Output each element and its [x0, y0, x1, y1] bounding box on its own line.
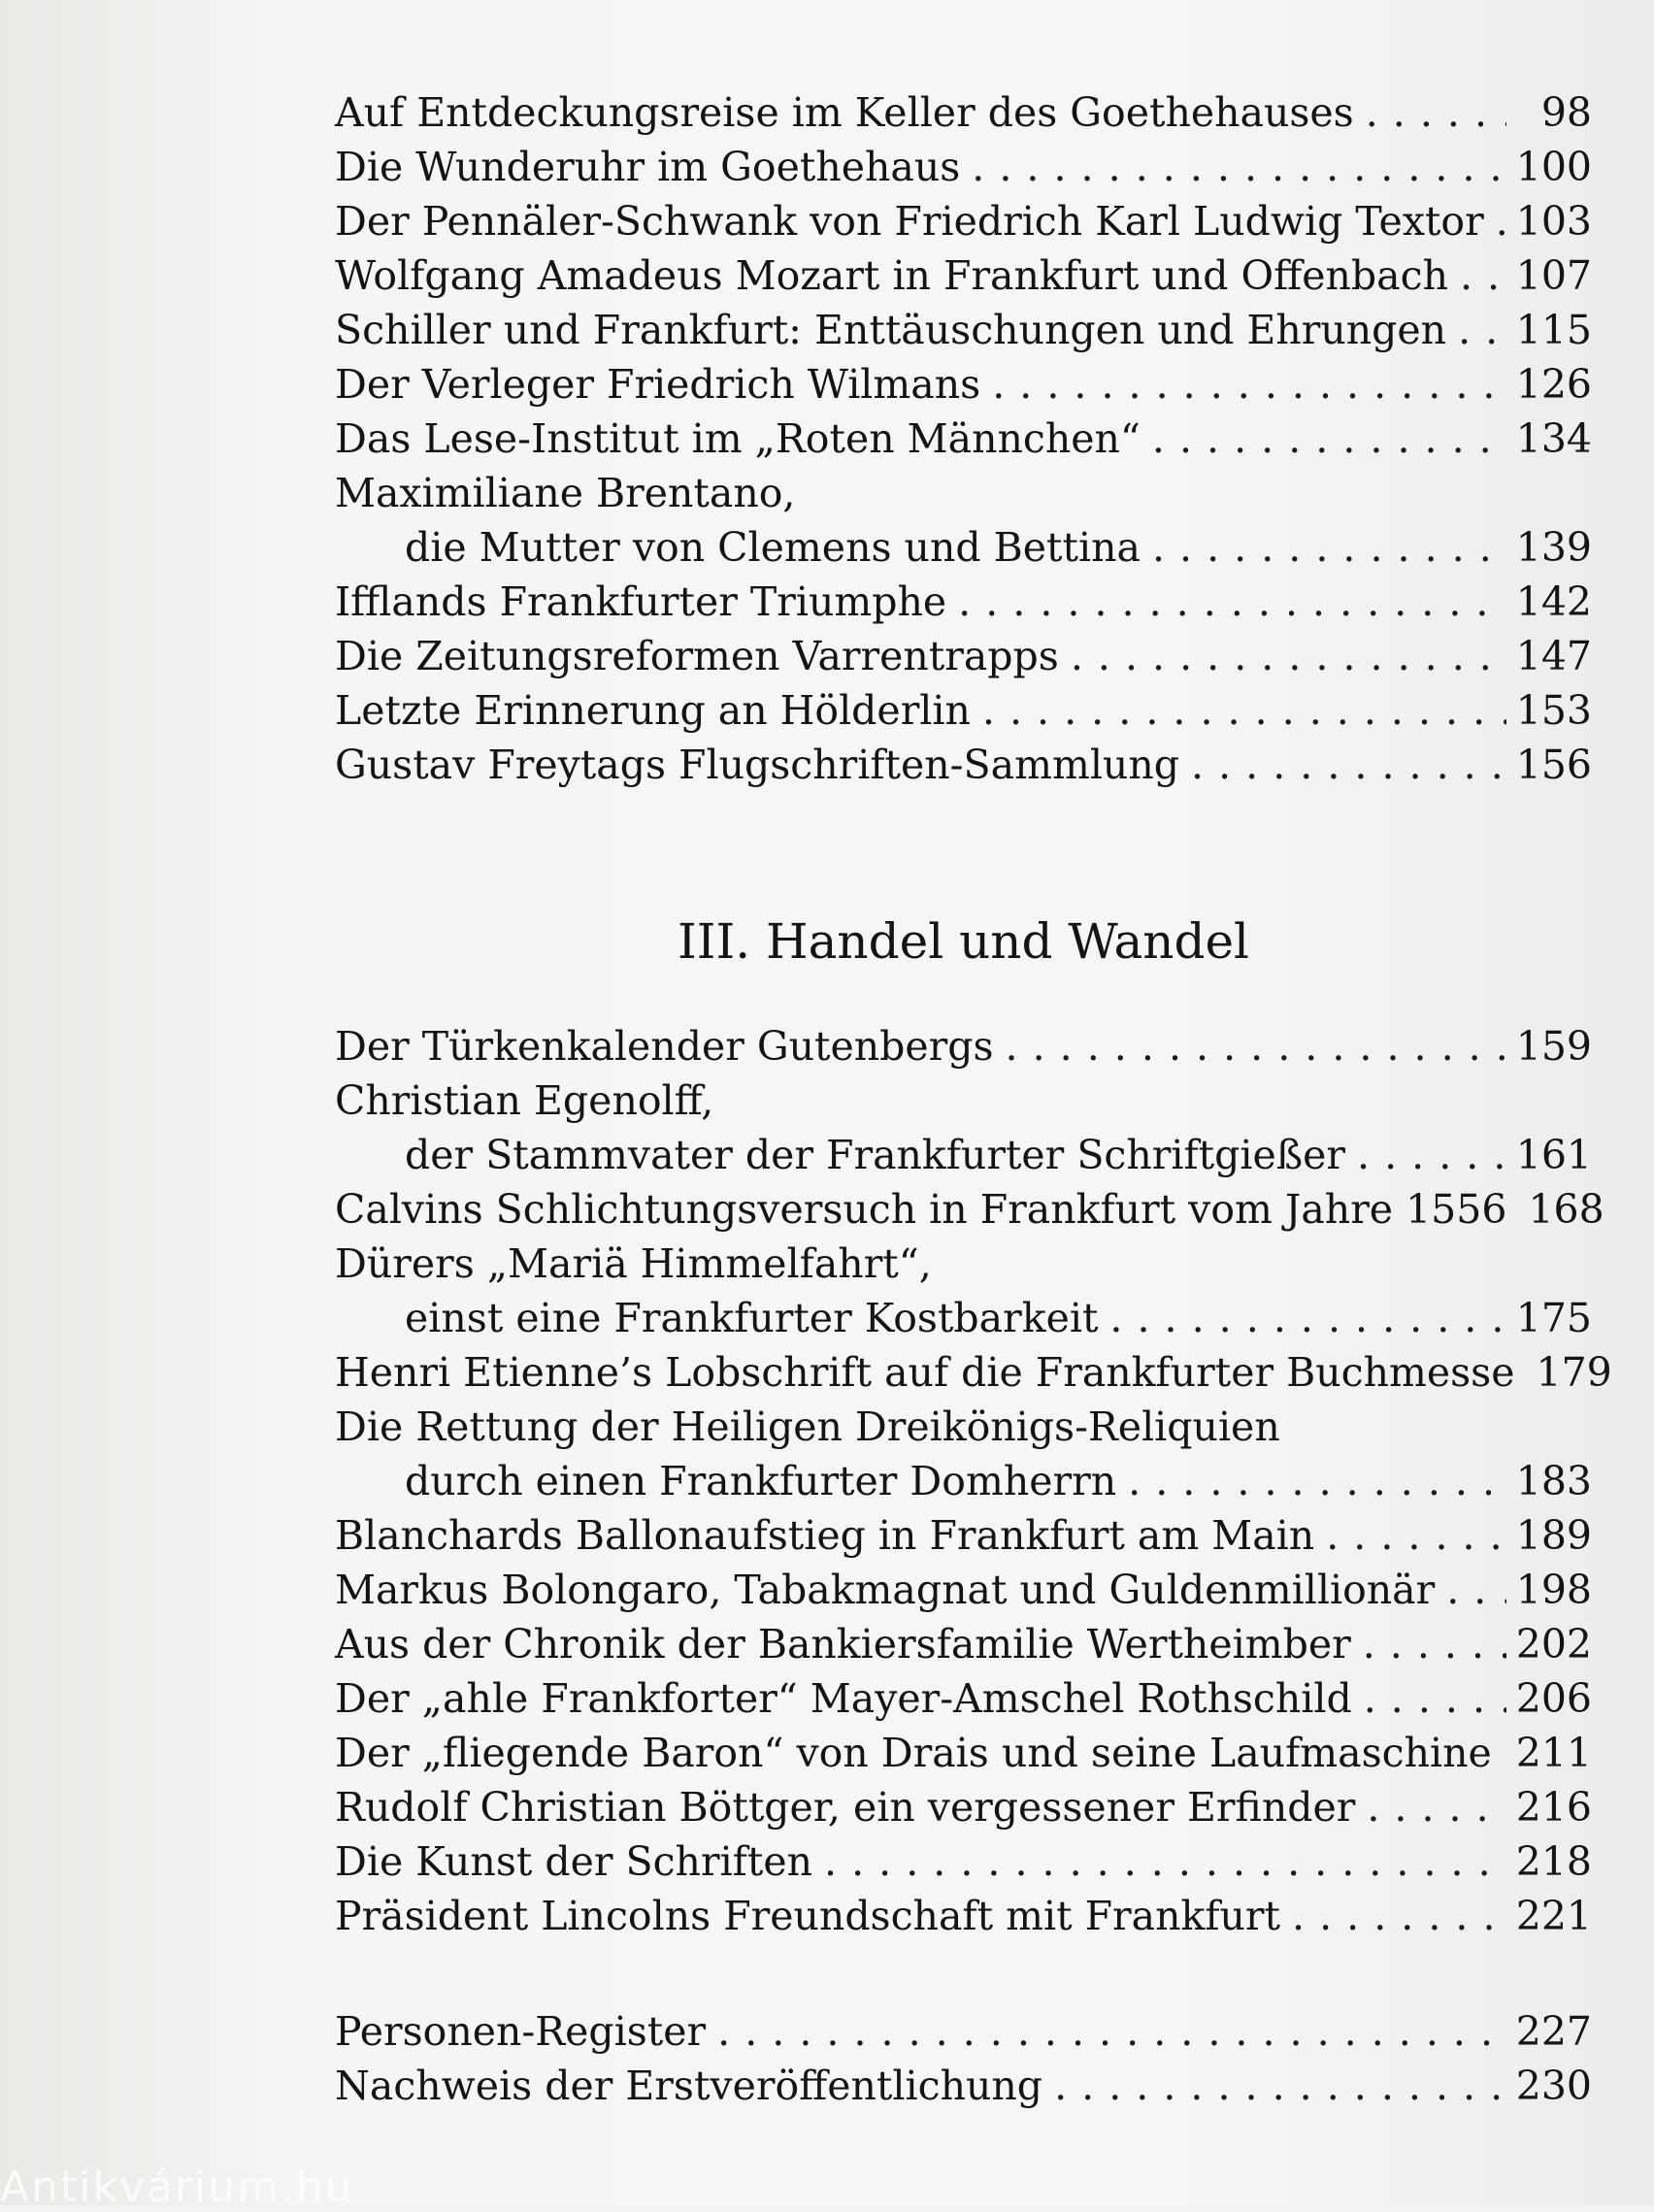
toc-entry [335, 1563, 1592, 1617]
toc-entry-page: 168 [1528, 1186, 1604, 1233]
toc-entry-title: Christian Egenolff, [335, 1077, 714, 1124]
toc-entry-page: 159 [1515, 1023, 1592, 1070]
toc-entry-title: Markus Bolongaro, Tabakmagnat und Guldenmillionär [335, 1567, 1436, 1613]
toc-entry [335, 629, 1592, 683]
toc-entry-title: Der Verleger Friedrich Wilmans [335, 361, 981, 408]
toc-entry [335, 1780, 1592, 1834]
toc-entry [335, 303, 1592, 357]
toc-entry-page: 107 [1515, 252, 1592, 299]
toc-entry [335, 248, 1592, 303]
toc-entry [335, 1019, 1592, 1073]
dot-leader [1367, 1780, 1505, 1834]
toc-entry-title: Henri Etienne’s Lobschrift auf die Frankfurter Buchmesse [335, 1349, 1515, 1396]
toc-entry-page: 179 [1536, 1349, 1612, 1396]
dot-leader [717, 2004, 1506, 2059]
dot-leader [1109, 1291, 1505, 1345]
dot-leader [1363, 1617, 1506, 1671]
toc-entry-title: Die Kunst der Schriften [335, 1838, 812, 1885]
dot-leader [982, 683, 1506, 738]
dot-leader [1446, 1563, 1506, 1617]
toc-entry-title: Schiller und Frankfurt: Enttäuschungen und Ehrungen [335, 307, 1447, 353]
toc-entry-page: 227 [1515, 2008, 1592, 2055]
toc-entry-title: Gustav Freytags Flugschriften-Sammlung [335, 742, 1179, 788]
toc-entry-first-line [335, 1400, 1592, 1454]
toc-entry [335, 1726, 1592, 1780]
toc-entry-first-line [335, 466, 1592, 520]
toc-entry [335, 85, 1592, 140]
toc-entry-subtitle: einst eine Frankfurter Kostbarkeit [405, 1295, 1099, 1341]
toc-entry-page: 156 [1515, 742, 1592, 788]
toc-entry-title: Wolfgang Amadeus Mozart in Frankfurt und Offenbach [335, 252, 1448, 299]
toc-entry [335, 575, 1592, 629]
toc-entry [335, 738, 1592, 792]
toc-entry [335, 1889, 1592, 1943]
toc-entry-title: Die Zeitungsreformen Varrentrapps [335, 633, 1059, 679]
toc-entry-page: 147 [1515, 633, 1592, 679]
toc-entry-title: Aus der Chronik der Bankiersfamilie Wertheimber [335, 1621, 1351, 1667]
toc-entry-title: Die Rettung der Heiligen Dreikönigs-Reliquien [335, 1403, 1280, 1450]
toc-entry-title: Nachweis der Erstveröffentlichung [335, 2063, 1043, 2109]
toc-entry-page: 175 [1515, 1295, 1592, 1341]
toc-entry-title: Präsident Lincolns Freundschaft mit Frankfurt [335, 1893, 1280, 1939]
toc-entry [335, 140, 1592, 194]
dot-leader [1366, 85, 1506, 140]
toc-entry-page: 142 [1515, 578, 1592, 625]
dot-leader [824, 1834, 1506, 1889]
dot-leader [1458, 303, 1506, 357]
toc-entry [335, 1345, 1612, 1400]
toc-entry [335, 520, 1592, 575]
dot-leader [992, 357, 1506, 412]
toc-entry-page: 139 [1515, 524, 1592, 571]
toc-entry-title: Der „ahle Frankforter“ Mayer-Amschel Rothschild [335, 1675, 1352, 1722]
toc-entry [335, 1454, 1592, 1508]
toc-entry-title: Der Pennäler-Schwank von Friedrich Karl Ludwig Textor [335, 198, 1484, 245]
toc-entry-subtitle: die Mutter von Clemens und Bettina [405, 524, 1141, 571]
toc-part-3 [335, 1019, 1612, 1943]
toc-entry-page: 206 [1515, 1675, 1592, 1722]
toc-entry-title: Die Wunderuhr im Goethehaus [335, 144, 961, 190]
toc-entry-page: 202 [1515, 1621, 1592, 1667]
toc-entry [335, 2004, 1592, 2059]
toc-entry-title: Dürers „Mariä Himmelfahrt“, [335, 1240, 932, 1287]
dot-leader [1496, 194, 1506, 248]
dot-leader [1292, 1889, 1506, 1943]
toc-entry [335, 1834, 1592, 1889]
dot-leader [1152, 520, 1506, 575]
toc-entry-subtitle: der Stammvater der Frankfurter Schriftgießer [405, 1132, 1346, 1178]
toc-entry-page: 153 [1515, 687, 1592, 734]
toc-entry-page: 230 [1515, 2063, 1592, 2109]
toc-entry-first-line [335, 1237, 1592, 1291]
toc-entry-subtitle: durch einen Frankfurter Domherrn [405, 1458, 1117, 1504]
toc-entry [335, 1617, 1592, 1671]
toc-part-2 [335, 85, 1592, 792]
toc-entry-page: 126 [1515, 361, 1592, 408]
dot-leader [958, 575, 1506, 629]
toc-entry-title: Das Lese-Institut im „Roten Männchen“ [335, 415, 1141, 462]
toc-entry-title: Letzte Erinnerung an Hölderlin [335, 687, 971, 734]
toc-entry-title: Blanchards Ballonaufstieg in Frankfurt am Main [335, 1512, 1315, 1559]
toc-entry [335, 683, 1592, 738]
dot-leader [1128, 1454, 1506, 1508]
toc-entry-title: Calvins Schlichtungsversuch in Frankfurt vom Jahre 1556 [335, 1186, 1507, 1233]
section-heading: III. Handel und Wandel [677, 913, 1250, 970]
dot-leader [1357, 1128, 1506, 1182]
toc-entry-title: Maximiliane Brentano, [335, 470, 796, 516]
toc-entry [335, 412, 1592, 466]
toc-entry [335, 1182, 1604, 1237]
toc-entry-title: Ifflands Frankfurter Triumphe [335, 578, 947, 625]
toc-appendix [335, 2004, 1592, 2113]
dot-leader [1152, 412, 1506, 466]
dot-leader [1191, 738, 1506, 792]
toc-entry [335, 357, 1592, 412]
toc-entry [335, 1508, 1592, 1563]
toc-entry-page: 211 [1515, 1730, 1592, 1776]
toc-entry [335, 1128, 1592, 1182]
toc-entry-title: Der Türkenkalender Gutenbergs [335, 1023, 994, 1070]
dot-leader [1364, 1671, 1506, 1726]
dot-leader [1054, 2059, 1506, 2113]
toc-entry [335, 1291, 1592, 1345]
toc-entry-page: 103 [1515, 198, 1592, 245]
dot-leader [972, 140, 1505, 194]
toc-entry [335, 1671, 1592, 1726]
toc-entry [335, 2059, 1592, 2113]
toc-entry-page: 218 [1515, 1838, 1592, 1885]
dot-leader [1071, 629, 1506, 683]
toc-entry-title: Auf Entdeckungsreise im Keller des Goethehauses [335, 89, 1354, 136]
toc-entry-page: 189 [1515, 1512, 1592, 1559]
toc-entry [335, 194, 1592, 248]
toc-entry-title: Rudolf Christian Böttger, ein vergessener Erfinder [335, 1784, 1356, 1831]
toc-entry-title: Personen-Register [335, 2008, 707, 2055]
toc-entry-title: Der „fliegende Baron“ von Drais und seine Laufmaschine [335, 1730, 1492, 1776]
toc-entry-page: 216 [1515, 1784, 1592, 1831]
toc-entry-page: 161 [1515, 1132, 1592, 1178]
dot-leader [1460, 248, 1506, 303]
dot-leader [1006, 1019, 1506, 1073]
toc-entry-page: 183 [1515, 1458, 1592, 1504]
toc-entry-first-line [335, 1073, 1592, 1128]
toc-entry-page: 115 [1515, 307, 1592, 353]
dot-leader [1326, 1508, 1506, 1563]
toc-entry-page: 98 [1540, 89, 1592, 136]
watermark: Antikvárium.hu [0, 2162, 354, 2212]
dot-leader [1504, 1726, 1506, 1780]
toc-entry-page: 198 [1515, 1567, 1592, 1613]
toc-entry-page: 134 [1515, 415, 1592, 462]
toc-entry-page: 221 [1515, 1893, 1592, 1939]
toc-entry-page: 100 [1515, 144, 1592, 190]
